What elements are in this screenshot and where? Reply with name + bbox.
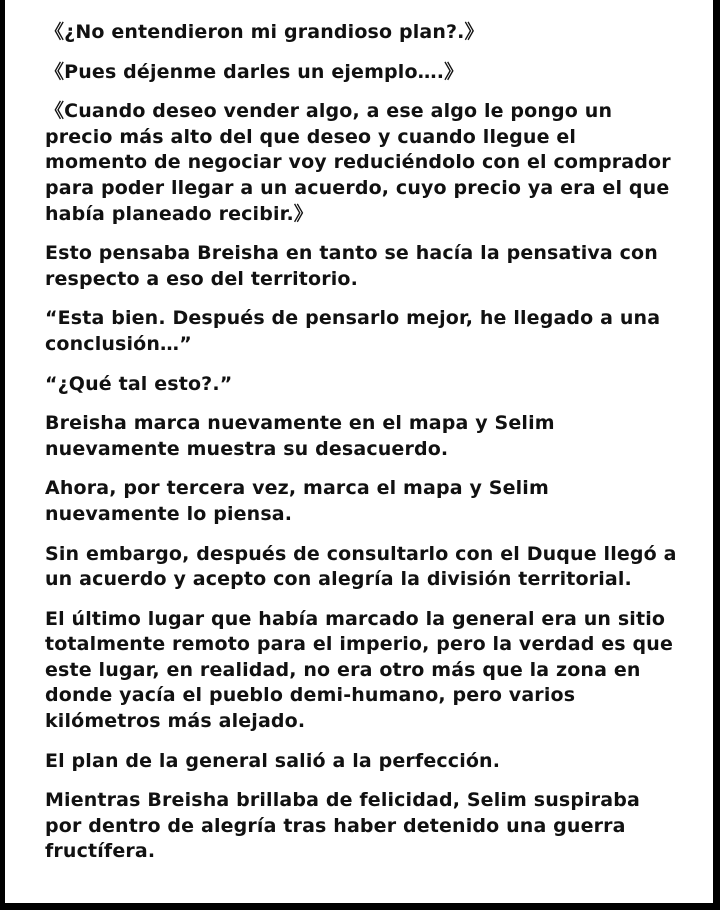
paragraph-7: Breisha marca nuevamente en el mapa y Selim nuevamente muestra su desacuerdo. xyxy=(45,412,555,460)
paragraph-6: “¿Qué tal esto?.” xyxy=(45,372,233,395)
paragraph-2: 《Pues déjenme darles un ejemplo….》 xyxy=(45,60,464,83)
paragraph-8: Ahora, por tercera vez, marca el mapa y Selim nuevamente lo piensa. xyxy=(45,477,549,525)
paragraph-10: El último lugar que había marcado la general era un sitio totalmente remoto para el imperio, pero la verdad es que este lugar, en realidad, no era otro más que la zona en donde yacía el pueblo demi-humano, pero varios kilómetros más alejado. xyxy=(45,607,673,733)
paragraph-1: 《¿No entendieron mi grandioso plan?.》 xyxy=(45,21,484,43)
paragraph-4: Esto pensaba Breisha en tanto se hacía la pensativa con respecto a eso del territorio. xyxy=(45,242,658,290)
document-page xyxy=(5,0,713,903)
paragraph-3: 《Cuando deseo vender algo, a ese algo le pongo un precio más alto del que deseo y cuando llegue el momento de negociar voy reduciéndolo con el comprador para poder llegar a un acuerdo, cuyo precio ya era el que había planeado recibir.》 xyxy=(45,100,671,225)
paragraph-11: El plan de la general salió a la perfección. xyxy=(45,749,501,772)
paragraph-5: “Esta bien. Después de pensarlo mejor, he llegado a una conclusión…” xyxy=(45,307,661,355)
paragraph-9: Sin embargo, después de consultarlo con el Duque llegó a un acuerdo y acepto con alegría la división territorial. xyxy=(45,542,677,591)
paragraph-12: Mientras Breisha brillaba de felicidad, Selim suspiraba por dentro de alegría tras haber detenido una guerra fructífera. xyxy=(45,789,640,863)
